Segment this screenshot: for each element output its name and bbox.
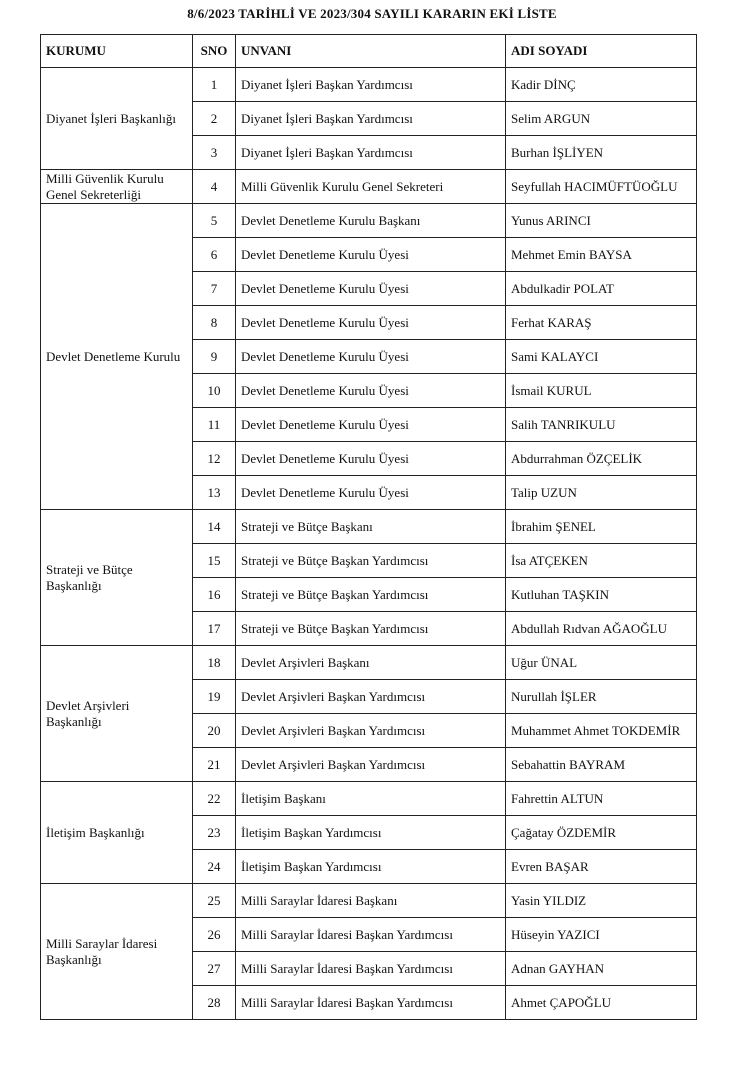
name-cell: Fahrettin ALTUN <box>506 782 697 816</box>
table-row <box>41 510 697 544</box>
name-cell: Ahmet ÇAPOĞLU <box>506 986 697 1020</box>
name-cell: Çağatay ÖZDEMİR <box>506 816 697 850</box>
sno-cell: 10 <box>193 374 236 408</box>
sno-cell: 16 <box>193 578 236 612</box>
sno-cell: 22 <box>193 782 236 816</box>
title-cell: Milli Saraylar İdaresi Başkanı <box>236 884 506 918</box>
sno-cell: 15 <box>193 544 236 578</box>
name-cell: Burhan İŞLİYEN <box>506 136 697 170</box>
sno-cell: 5 <box>193 204 236 238</box>
title-cell: Devlet Arşivleri Başkan Yardımcısı <box>236 748 506 782</box>
sno-cell: 11 <box>193 408 236 442</box>
sno-cell: 12 <box>193 442 236 476</box>
name-cell: Adnan GAYHAN <box>506 952 697 986</box>
title-cell: Devlet Denetleme Kurulu Üyesi <box>236 374 506 408</box>
name-cell: İsmail KURUL <box>506 374 697 408</box>
name-cell: Uğur ÜNAL <box>506 646 697 680</box>
sno-cell: 6 <box>193 238 236 272</box>
sno-cell: 8 <box>193 306 236 340</box>
title-cell: Strateji ve Bütçe Başkan Yardımcısı <box>236 612 506 646</box>
name-cell: Sebahattin BAYRAM <box>506 748 697 782</box>
title-cell: İletişim Başkanı <box>236 782 506 816</box>
institution-cell: Milli Saraylar İdaresi Başkanlığı <box>41 884 193 1020</box>
name-cell: Abdulkadir POLAT <box>506 272 697 306</box>
sno-cell: 28 <box>193 986 236 1020</box>
institution-cell: Diyanet İşleri Başkanlığı <box>41 68 193 170</box>
sno-cell: 21 <box>193 748 236 782</box>
title-cell: Devlet Denetleme Kurulu Üyesi <box>236 442 506 476</box>
name-cell: Selim ARGUN <box>506 102 697 136</box>
header-unvani: UNVANI <box>236 35 506 68</box>
document-title: 8/6/2023 TARİHLİ VE 2023/304 SAYILI KARARIN EKİ LİSTE <box>187 6 557 21</box>
title-cell: Milli Saraylar İdaresi Başkan Yardımcısı <box>236 986 506 1020</box>
name-cell: Kutluhan TAŞKIN <box>506 578 697 612</box>
title-cell: Devlet Denetleme Kurulu Üyesi <box>236 238 506 272</box>
table-row <box>41 204 697 238</box>
sno-cell: 25 <box>193 884 236 918</box>
name-cell: Sami KALAYCI <box>506 340 697 374</box>
title-cell: İletişim Başkan Yardımcısı <box>236 850 506 884</box>
title-cell: Milli Saraylar İdaresi Başkan Yardımcısı <box>236 918 506 952</box>
title-cell: Strateji ve Bütçe Başkan Yardımcısı <box>236 544 506 578</box>
name-cell: Abdurrahman ÖZÇELİK <box>506 442 697 476</box>
sno-cell: 13 <box>193 476 236 510</box>
sno-cell: 23 <box>193 816 236 850</box>
sno-cell: 3 <box>193 136 236 170</box>
name-cell: İbrahim ŞENEL <box>506 510 697 544</box>
title-cell: Diyanet İşleri Başkan Yardımcısı <box>236 102 506 136</box>
sno-cell: 18 <box>193 646 236 680</box>
name-cell: Abdullah Rıdvan AĞAOĞLU <box>506 612 697 646</box>
sno-cell: 19 <box>193 680 236 714</box>
title-cell: Devlet Denetleme Kurulu Üyesi <box>236 306 506 340</box>
name-cell: Evren BAŞAR <box>506 850 697 884</box>
table-row <box>41 884 697 918</box>
sno-cell: 24 <box>193 850 236 884</box>
title-cell: Devlet Arşivleri Başkan Yardımcısı <box>236 680 506 714</box>
title-cell: Devlet Arşivleri Başkanı <box>236 646 506 680</box>
title-cell: Strateji ve Bütçe Başkan Yardımcısı <box>236 578 506 612</box>
name-cell: Yunus ARINCI <box>506 204 697 238</box>
title-cell: Strateji ve Bütçe Başkanı <box>236 510 506 544</box>
sno-cell: 7 <box>193 272 236 306</box>
institution-cell: Devlet Denetleme Kurulu <box>41 204 193 510</box>
name-cell: Mehmet Emin BAYSA <box>506 238 697 272</box>
sno-cell: 2 <box>193 102 236 136</box>
title-cell: Devlet Denetleme Kurulu Başkanı <box>236 204 506 238</box>
appointment-table <box>40 34 697 1020</box>
name-cell: Yasin YILDIZ <box>506 884 697 918</box>
title-cell: Devlet Denetleme Kurulu Üyesi <box>236 340 506 374</box>
institution-cell: İletişim Başkanlığı <box>41 782 193 884</box>
name-cell: Kadir DİNÇ <box>506 68 697 102</box>
title-cell: Devlet Denetleme Kurulu Üyesi <box>236 272 506 306</box>
title-cell: Devlet Denetleme Kurulu Üyesi <box>236 476 506 510</box>
sno-cell: 9 <box>193 340 236 374</box>
name-cell: Hüseyin YAZICI <box>506 918 697 952</box>
table-row <box>41 646 697 680</box>
table-row <box>41 782 697 816</box>
sno-cell: 27 <box>193 952 236 986</box>
table-header-row <box>41 35 697 68</box>
name-cell: Nurullah İŞLER <box>506 680 697 714</box>
sno-cell: 20 <box>193 714 236 748</box>
institution-cell: Strateji ve Bütçe Başkanlığı <box>41 510 193 646</box>
header-kurumu: KURUMU <box>41 35 193 68</box>
name-cell: Ferhat KARAŞ <box>506 306 697 340</box>
title-cell: Devlet Arşivleri Başkan Yardımcısı <box>236 714 506 748</box>
title-cell: İletişim Başkan Yardımcısı <box>236 816 506 850</box>
name-cell: Talip UZUN <box>506 476 697 510</box>
title-cell: Devlet Denetleme Kurulu Üyesi <box>236 408 506 442</box>
institution-cell: Devlet Arşivleri Başkanlığı <box>41 646 193 782</box>
sno-cell: 17 <box>193 612 236 646</box>
name-cell: Muhammet Ahmet TOKDEMİR <box>506 714 697 748</box>
table-row <box>41 68 697 102</box>
name-cell: İsa ATÇEKEN <box>506 544 697 578</box>
title-cell: Milli Saraylar İdaresi Başkan Yardımcısı <box>236 952 506 986</box>
name-cell: Salih TANRIKULU <box>506 408 697 442</box>
title-cell: Diyanet İşleri Başkan Yardımcısı <box>236 68 506 102</box>
name-cell: Seyfullah HACIMÜFTÜOĞLU <box>506 170 697 204</box>
sno-cell: 14 <box>193 510 236 544</box>
title-cell: Diyanet İşleri Başkan Yardımcısı <box>236 136 506 170</box>
sno-cell: 4 <box>193 170 236 204</box>
sno-cell: 26 <box>193 918 236 952</box>
header-sno: SNO <box>193 35 236 68</box>
header-adi-soyadi: ADI SOYADI <box>506 35 697 68</box>
title-cell: Milli Güvenlik Kurulu Genel Sekreteri <box>236 170 506 204</box>
institution-cell: Milli Güvenlik Kurulu Genel Sekreterliği <box>41 170 193 204</box>
table-row <box>41 170 697 204</box>
sno-cell: 1 <box>193 68 236 102</box>
table-body <box>41 68 697 1020</box>
